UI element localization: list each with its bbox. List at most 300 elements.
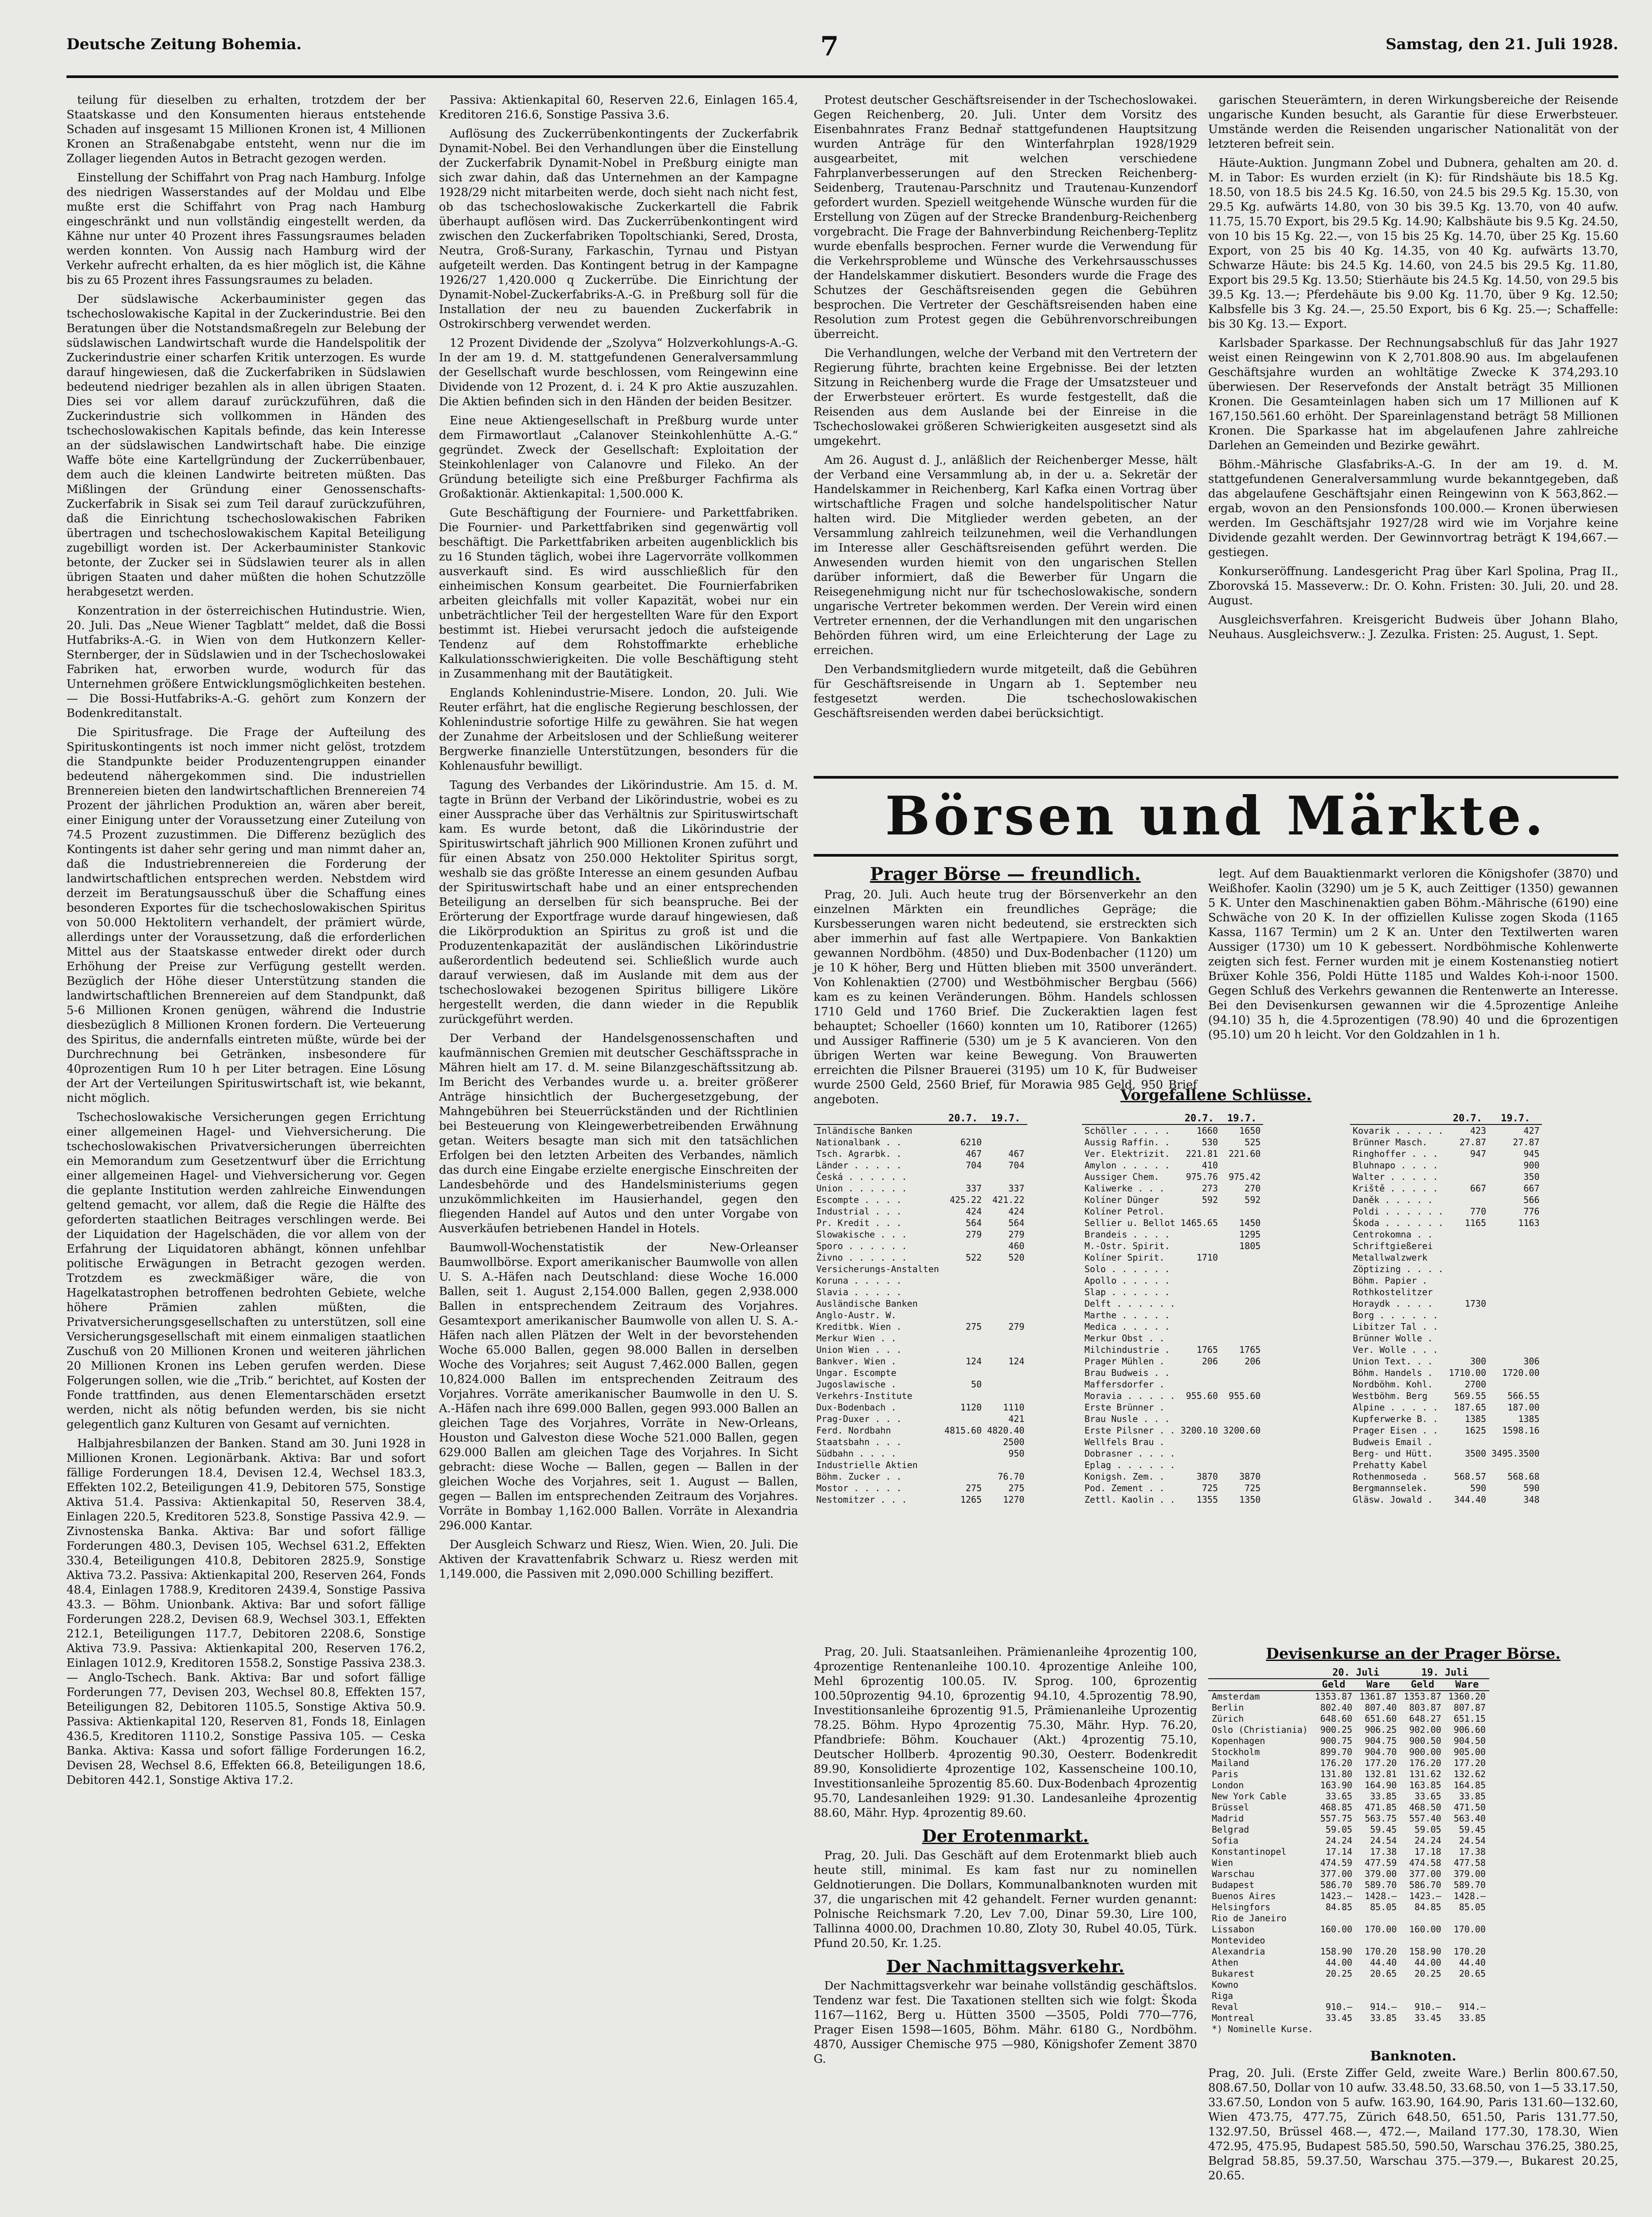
article-paragraph: Tschechoslowakische Versicherungen gegen Errichtung einer allgemeinen Hagel- und Viehversicherung. Die tschechoslowakischen Privatversicherungen überreichten ein Memorandum zum Gesetzentwurf über die Errichtung einer allgemeinen Hagel- und Viehversicherung vor. Gegen die geplante Institution werden zahlreiche Einwendungen geltend gemacht, vor allem, daß die Regie die Hälfte des geforderten staatlichen Beitrages verschlingen werde. Bei der Liquidation der Hagelschäden, die vor allem von der Erfahrung der Liquidatoren abhängt, können unfehlbar politische Erwägungen in Betracht gezogen werden. Trotzdem es zweckmäßiger wäre, die von Hagelkatastrophen betroffenen bedrohten Gebiete, welche höhere Prämien zahlen müßten, die Privatversicherungsgesellschaften zu unterstützen, soll eine Versicherungsgesellschaft mit einem einmaligen staatlichen Zuschuß von 20 Millionen Kronen und weiteren jährlichen 20 Millionen Kronen ins Leben gerufen werden. Diese Folgerungen sollen, wie die „Trib.“ berichtet, auf Kosten der Fonde trattfinden, aus denen Elementarschäden ersetzt werden, nicht als nötig befunden werden, bis sie nicht gelegentlich ganz Kulturen von Gesamt auf vernichten. xyxy=(67,1111,426,1431)
stock-price: 50 xyxy=(971,1379,982,1390)
stock-price: 1465.65 xyxy=(1180,1218,1218,1228)
stock-name: Kovarik . . . . . xyxy=(1353,1125,1444,1136)
table-row xyxy=(814,1136,1027,1148)
article-paragraph: Baumwoll-Wochenstatistik der New-Orleanser Baumwollbörse. Export amerikanischer Baumwolle von allen U. S. A.-Häfen nach Deutschland: diese Woche 16.000 Ballen, seit 1. August 2,154.000 Ballen, gegen 2,938.000 Ballen in entsprechendem Zeitraum des Vorjahres. Gesamtexport amerikanischer Baumwolle von allen U. S. A.-Häfen nach allen Plätzen der Welt in der bevorstehenden Woche 65.000 Ballen, gegen 98.000 Ballen in derselben Woche des Vorjahres; seit August 7,462.000 Ballen, gegen 10,824.000 Ballen im entsprechenden Zeitraum des Vorjahres. Vorräte amerikanischer Baumwolle in den U. S. A.-Häfen nach ihre 699.000 Ballen, gegen 993.000 Ballen an gleichen Tage des Vorjahres, Vorräte in New-Orleans, Houston und Galveston diese Woche 521.000 Ballen, gegen 629.000 Ballen am gleichen Tage des Vorjahres. In Sicht gebracht: diese Woche — Ballen, gegen — Ballen in der gleichen Woche des Vorjahres, seit 1. August — Ballen, gegen — Ballen im entsprechenden Zeitraum des Vorjahres. Vorräte in Bombay 1,162.000 Ballen. Vorräte in Alexandria 296.000 Kantar. xyxy=(439,1241,798,1532)
stock-price: 187.65 xyxy=(1454,1402,1486,1413)
stock-price xyxy=(1178,1286,1221,1298)
currency-city: Buenos Aires xyxy=(1212,1891,1276,1901)
table-row xyxy=(1208,1691,1489,1702)
stock-price: 206 xyxy=(1245,1356,1261,1367)
stock-price xyxy=(984,1124,1027,1136)
stock-price: 273 xyxy=(1202,1183,1218,1194)
article-paragraph: teilung für dieselben zu erhalten, trotzdem der ber Staatskasse und den Konsumenten hieraus entstehende Schaden auf insgesamt 15 Millionen Kronen ist, 4 Millionen Kronen an Straßenabgabe entsteht, wenn nur die im Zollager liegenden Autos in Betracht gezogen werden. xyxy=(67,94,426,165)
stock-price: 3870 xyxy=(1239,1471,1261,1482)
stock-price xyxy=(1489,1229,1542,1240)
currency-rate: 24.24 xyxy=(1414,1835,1441,1846)
table-row xyxy=(1082,1240,1263,1252)
currency-city: Alexandria xyxy=(1212,1946,1265,1957)
table-row xyxy=(1208,1990,1489,2002)
stock-price: 2700 xyxy=(1464,1379,1486,1390)
currency-rate xyxy=(1445,1913,1489,1924)
stock-price: 564 xyxy=(966,1218,982,1228)
stock-name: Union . . . . . . xyxy=(816,1183,907,1194)
table-row xyxy=(814,1425,1027,1436)
stock-price: 1765 xyxy=(1239,1344,1261,1355)
table-row xyxy=(1082,1252,1263,1263)
stock-name: Sporo . . . . . . xyxy=(816,1241,907,1251)
stock-name: Eplag . . . . . . xyxy=(1084,1460,1175,1470)
stock-name: Ausländische Banken xyxy=(816,1298,918,1309)
table-row xyxy=(1208,1979,1489,1990)
table-row xyxy=(814,1194,1027,1206)
stock-name: Živno . . . . . . xyxy=(816,1252,907,1263)
currency-rate: 899.70 xyxy=(1320,1747,1353,1757)
stock-name: Brünner Wolle . xyxy=(1353,1333,1433,1344)
stock-name: Maffersdorfer . xyxy=(1084,1379,1165,1390)
currency-rate xyxy=(1311,1979,1356,1990)
currency-rate: 20.65 xyxy=(1459,1968,1486,1979)
currency-rate: 589.70 xyxy=(1365,1880,1397,1890)
stock-name: Apollo . . . . . xyxy=(1084,1275,1170,1286)
stock-price xyxy=(942,1240,984,1252)
currency-city: Montevideo xyxy=(1212,1935,1265,1946)
article-paragraph: Auflösung des Zuckerrübenkontingents der Zuckerfabrik Dynamit-Nobel. Bei den Verhandlungen über die Einstellung der Zuckerfabrik Dynamit-Nobel in Preßburg einigte man sich zwar dahin, daß das Unternehmen an der Kampagne 1928/29 nicht mitarbeiten werde, doch sieht nach nicht fest, ob das tschechoslowakische Zuckerkartell die Fabrik überhaupt auflösen wird. Das Zuckerrübenkontingent wird zwischen den Zuckerfabriken Topoltschianki, Sered, Drosta, Neutra, Groß-Surany, Farkaschin, Tyrnau und Pistyan aufgeteilt werden. Das Kontingent betrug in der Kampagne 1926/27 1,420.000 q Zuckerrübe. Die Einrichtung der Dynamit-Nobel-Zuckerfabriks-A.-G. in Preßburg soll für die Installation der neu zu bauenden Zuckerfabrik in Ostrokirschberg verwendet werden. xyxy=(439,127,798,331)
currency-rate: 85.05 xyxy=(1459,1902,1486,1912)
banknotes-title: Banknoten. xyxy=(1370,2049,1456,2064)
currency-rate: 44.00 xyxy=(1325,1957,1353,1968)
currency-rate: 1428.— xyxy=(1453,1891,1486,1901)
currency-rate: 44.40 xyxy=(1459,1957,1486,1968)
table-row xyxy=(1350,1275,1542,1286)
currency-rate: 1360.20 xyxy=(1448,1691,1486,1702)
stock-price: 424 xyxy=(966,1206,982,1217)
table-row xyxy=(1208,2002,1489,2013)
stock-price xyxy=(1178,1229,1221,1240)
currency-rate: 84.85 xyxy=(1414,1902,1441,1912)
table-row xyxy=(1082,1171,1263,1183)
stock-price xyxy=(1221,1252,1263,1263)
stock-price: 955.60 xyxy=(1186,1391,1218,1401)
table-row xyxy=(1208,1702,1489,1713)
currency-rate xyxy=(1445,1935,1489,1946)
stock-price: 279 xyxy=(966,1229,982,1240)
stock-price xyxy=(1221,1309,1263,1321)
stock-price: 704 xyxy=(966,1160,982,1171)
stock-price: 306 xyxy=(1523,1356,1540,1367)
stock-price xyxy=(1178,1459,1221,1471)
currency-rate: 17.38 xyxy=(1459,1846,1486,1857)
article-paragraph: Böhm.-Mährische Glasfabriks-A.-G. In der am 19. d. M. stattgefundenen Generalversammlung wurde bekanntgegeben, daß das abgelaufene Geschäftsjahr einen Reingewinn von K 563,862.— ergab, wovon an den Pensionsfonds 100.000.— Kronen überwiesen werden. Im Geschäftsjahr 1927/28 wird wie im Vorjahre keine Dividende gezahlt werden. Der Gewinnvortrag beträgt K 194,667.— gestiegen. xyxy=(1208,458,1618,559)
table-row xyxy=(1350,1263,1542,1275)
stock-name: Delft . . . . . . xyxy=(1084,1298,1175,1309)
stock-price: 3495.3500 xyxy=(1491,1448,1540,1459)
stock-name: Erste Brünner . xyxy=(1084,1402,1165,1413)
currency-rate: 33.85 xyxy=(1370,1791,1397,1802)
table-header: 20.7. xyxy=(942,1113,984,1124)
currency-rate: 85.05 xyxy=(1370,1902,1397,1912)
table-row xyxy=(1082,1332,1263,1344)
stock-price: 667 xyxy=(1523,1183,1540,1194)
table-row xyxy=(1350,1136,1542,1148)
table-row xyxy=(1208,1835,1489,1846)
table-row xyxy=(1082,1183,1263,1194)
table-row xyxy=(1208,1857,1489,1868)
stock-price xyxy=(1489,1240,1542,1252)
stock-price: 270 xyxy=(1245,1183,1261,1194)
stock-name: Česká . . . . . . xyxy=(816,1171,907,1182)
currency-rate: 904.70 xyxy=(1365,1747,1397,1757)
stock-price: 300 xyxy=(1470,1356,1486,1367)
currency-city: Kowno xyxy=(1212,1979,1239,1990)
table-row xyxy=(1350,1194,1542,1206)
table-header: Ware xyxy=(1445,1679,1489,1691)
table-row xyxy=(1208,1802,1489,1813)
currency-city: Helsingfors xyxy=(1212,1902,1271,1912)
currency-rate: 586.70 xyxy=(1409,1880,1441,1890)
currency-rate: 33.45 xyxy=(1414,2013,1441,2023)
stock-price xyxy=(984,1136,1027,1148)
stock-price: 124 xyxy=(966,1356,982,1367)
currency-city: Warschau xyxy=(1212,1868,1255,1879)
currency-rate: 904.50 xyxy=(1453,1735,1486,1746)
currency-rate: 589.70 xyxy=(1453,1880,1486,1890)
table-row xyxy=(814,1402,1027,1413)
currency-rate: 1353.87 xyxy=(1404,1691,1441,1702)
table-row xyxy=(1082,1275,1263,1286)
column-2 xyxy=(439,93,798,1586)
table-row xyxy=(1350,1448,1542,1459)
stock-name: Bergmannselek. xyxy=(1353,1483,1428,1493)
table-row xyxy=(1350,1183,1542,1194)
currency-city: Mailand xyxy=(1212,1758,1249,1768)
stock-price xyxy=(1178,1332,1221,1344)
currency-city: Stockholm xyxy=(1212,1747,1260,1757)
currency-rate: 33.65 xyxy=(1414,1791,1441,1802)
table-row xyxy=(1082,1194,1263,1206)
currency-city: Budapest xyxy=(1212,1880,1255,1890)
stock-price: 206 xyxy=(1202,1356,1218,1367)
currency-rate: 900.25 xyxy=(1320,1724,1353,1735)
stock-name: Wellfels Brau . xyxy=(1084,1437,1165,1447)
stock-price xyxy=(1178,1402,1221,1413)
stock-price: 1625 xyxy=(1464,1425,1486,1436)
stock-price: 1270 xyxy=(1003,1494,1025,1505)
table-row xyxy=(1082,1413,1263,1425)
stock-price xyxy=(1178,1436,1221,1448)
stock-name: Schöller . . . . xyxy=(1084,1125,1170,1136)
stock-price: 27.87 xyxy=(1513,1137,1540,1148)
stock-name: Nestomitzer . . . xyxy=(816,1494,907,1505)
article-paragraph: Der südslawische Ackerbauminister gegen das tschechoslowakische Kapital in der Zuckerindustrie. Bei den Beratungen über die Notstandsmaßregeln zur Belebung der südslawischen Landwirtschaft wurde die Handelspolitik der Zuckerindustrie einer scharfen Kritik unterzogen. Es wurde darauf hingewiesen, daß die Zuckerfabriken in Südslawien bedeutend niedriger bezahlen als in allen übrigen Staaten. Dies sei vor allem darauf zurückzuführen, daß die Zuckerindustrie sich vollkommen in Händen des tschechoslowakischen Kapitals befinde, das kein Interesse an der südslawischen Landwirtschaft habe. Die einzige Waffe böte eine Kartellgründung der Zuckerrübenbauer, dem auch die kleinen Landwirte beitreten müßten. Das Mißlingen der Gründung einer Genossenschafts-Zuckerfabrik in Sisak sei zum Teil darauf zurückzuführen, daß die Einrichtung tschechoslowakischen Fabriken übertragen und tschechoslowakischem Kapital Beteiligung zugebilligt worden ist. Der Ackerbauminister Stankovic betonte, der Zucker sei in Südslawien teurer als in allen übrigen Staaten und daher müßten die hohen Schutzzölle herabgesetzt werden. xyxy=(67,293,426,599)
currency-rate: 651.60 xyxy=(1365,1713,1397,1724)
stock-name: Brünner Masch. xyxy=(1353,1137,1428,1148)
table-row xyxy=(1350,1482,1542,1494)
table-row xyxy=(1082,1229,1263,1240)
stock-name: Brau Nusle . . . xyxy=(1084,1414,1170,1424)
table-row xyxy=(814,1355,1027,1367)
currency-rate: 914.— xyxy=(1370,2002,1397,2012)
currency-city: Bukarest xyxy=(1212,1968,1255,1979)
article-paragraph: Prag, 20. Juli. Staatsanleihen. Prämienanleihe 4prozentig 100, 4prozentige Rentenanleihe 100.10. 4prozentige Anleihe 100, Mehl 6prozentig 100.05. IV. Sprog. 100, 6prozentig 100.50prozentig 94.10, 6prozentig 94.10, 4.5prozentig 78.90, Investitionsanleihe 6prozentig 91.5, Prämienanleihe Uprozentig 78.25. Böhm. Hypo 4prozentig 75.30, Mähr. Hyp. 76.20, Pfandbriefe: Böhm. Kouchauer (Akt.) 4prozentig 75.10, Deutscher Hollberb. 4prozentig 90.30, Oesterr. Bodenkredit 89.90, Konsolidierte 4prozentige 102, Kassenscheine 100.10, Investitionsanleihe 5prozentig 85.60. Dux-Bodenbach 4prozentig 95.70, Landesanleihen 1929: 91.30. Landesanleihe 4prozentig 88.60, Mähr. Hyp. 4prozentig 89.60. xyxy=(814,1645,1197,1820)
table-row xyxy=(1208,1891,1489,1902)
stock-name: Milchindustrie . xyxy=(1084,1344,1170,1355)
stock-name: Centrokomna . . xyxy=(1353,1229,1433,1240)
exchange-rates-table xyxy=(1208,1667,1489,2035)
stock-price: 1710.00 xyxy=(1448,1367,1486,1378)
article-paragraph: Eine neue Aktiengesellschaft in Preßburg wurde unter dem Firmawortlaut „Calanover Steinkohlenhütte A.-G.“ gegründet. Zweck der Gesellschaft: Exploitation der Steinkohlenlager von Calanovre und Fileko. An der Gründung beteiligte sich eine Preßburger Fachfirma als Großaktionär. Aktienkapital: 1,500.000 K. xyxy=(439,414,798,501)
article-paragraph: Englands Kohlenindustrie-Misere. London, 20. Juli. Wie Reuter erfährt, hat die englische Regierung beschlossen, der Kohlenindustrie sofortige Hilfe zu gewähren. Sie hat wegen der Zunahme der Arbeitslosen und der Schließung weiterer Bergwerke finanzielle Unterstützungen, besonders für die Kohlenausfuhr bewilligt. xyxy=(439,686,798,773)
currency-rate: 160.00 xyxy=(1320,1924,1353,1935)
table-header: Geld xyxy=(1311,1679,1356,1691)
stock-price xyxy=(984,1309,1027,1321)
stock-name: Böhm. Papier . xyxy=(1353,1275,1428,1286)
table-row xyxy=(814,1183,1027,1194)
stock-name: Industrielle Aktien xyxy=(816,1460,918,1470)
table-row xyxy=(1208,1957,1489,1968)
currency-city: Rio de Janeiro xyxy=(1212,1913,1287,1923)
currency-city: Berlin xyxy=(1212,1702,1244,1713)
stock-name: Bankver. Wien . xyxy=(816,1356,896,1367)
table-header: 19. Juli xyxy=(1400,1667,1489,1679)
stock-price: 1163 xyxy=(1518,1218,1540,1228)
stock-price xyxy=(1446,1332,1489,1344)
table-row xyxy=(1082,1159,1263,1171)
table-row xyxy=(1082,1286,1263,1298)
stock-price xyxy=(984,1332,1027,1344)
stock-name: Mostor . . . . . xyxy=(816,1483,902,1493)
stock-price: 592 xyxy=(1245,1195,1261,1205)
currency-rate: 807.40 xyxy=(1365,1702,1397,1713)
stock-price xyxy=(942,1298,984,1309)
stock-price: 1450 xyxy=(1239,1218,1261,1228)
currency-rate: 477.58 xyxy=(1453,1857,1486,1868)
stock-name: Alpine . . . . . xyxy=(1353,1402,1438,1413)
stock-name: Amylon . . . . . xyxy=(1084,1160,1170,1171)
table-row xyxy=(1350,1229,1542,1240)
stock-name: Tsch. Agrarbk. . xyxy=(816,1148,902,1159)
stock-name: Slowakische . . . xyxy=(816,1229,907,1240)
currency-rate: 468.50 xyxy=(1409,1802,1441,1813)
table-row xyxy=(1082,1321,1263,1332)
stock-price xyxy=(942,1390,984,1402)
article-paragraph: 12 Prozent Dividende der „Szolyva“ Holzverkohlungs-A.-G. In der am 19. d. M. stattgefundenen Generalversammlung der Gesellschaft wurde beschlossen, vom Reingewinn eine Dividende von 12 Prozent, d. i. 24 K pro Aktie auszuzahlen. Die Aktien befinden sich in den Händen der beiden Besitzer. xyxy=(439,337,798,408)
stock-price: 410 xyxy=(1202,1160,1218,1171)
table-row xyxy=(1208,1924,1489,1935)
stock-price xyxy=(984,1367,1027,1379)
currency-rate: 904.75 xyxy=(1365,1735,1397,1746)
table-row xyxy=(1082,1206,1263,1217)
stock-price: 590 xyxy=(1470,1483,1486,1493)
stock-price: 467 xyxy=(1008,1148,1025,1159)
footnote: *) Nominelle Kurse. xyxy=(1212,2024,1313,2034)
table-row xyxy=(814,1482,1027,1494)
table-row xyxy=(814,1390,1027,1402)
table-row xyxy=(1350,1390,1542,1402)
currency-rate: 59.45 xyxy=(1370,1824,1397,1835)
currency-rate: 20.25 xyxy=(1325,1968,1353,1979)
article-paragraph: Passiva: Aktienkapital 60, Reserven 22.6, Einlagen 165.4, Kreditoren 216.6, Sonstige Passiva 3.6. xyxy=(439,94,798,121)
stock-name: Zöptizing . . . . xyxy=(1353,1264,1444,1274)
stock-name: Union Text. . . xyxy=(1353,1356,1433,1367)
currency-rate: 379.00 xyxy=(1453,1868,1486,1879)
stock-price xyxy=(984,1390,1027,1402)
table-header: 19.7. xyxy=(984,1113,1027,1124)
table-header: 20.7. xyxy=(1178,1113,1221,1124)
stock-price xyxy=(1221,1286,1263,1298)
currency-rate: 33.65 xyxy=(1325,1791,1353,1802)
stock-name: Schriftgießerei xyxy=(1353,1241,1433,1251)
stock-name: Aussig Raffin. . xyxy=(1084,1137,1170,1148)
stock-name: M.-Ostr. Spirit. xyxy=(1084,1241,1170,1251)
article-paragraph: Tagung des Verbandes der Likörindustrie. Am 15. d. M. tagte in Brünn der Verband der Likörindustrie, wobei es zu einer Aussprache über das Verhältnis zur Spirituswirtschaft kam. Es wurde betont, daß die Likörindustrie der Spirituswirtschaft jährlich 900 Millionen Kronen zuführt und für einen Absatz von 250.000 Hektoliter Spiritus sorgt, weshalb sie das größte Interesse an einem gesunden Aufbau der Spirituswirtschaft habe und an einer entsprechenden Beteiligung an derselben für sich beanspruche. Bei der Erörterung der Exportfrage wurde darauf hingewiesen, daß die Likörproduktion an Spiritus zu groß ist und die Produzentenkapazität der ausländischen Likörindustrie außerordentlich bedeutend sei. Schließlich wurde auch darauf verwiesen, daß im Auslande mit dem aus der tschechoslowakei bezogenen Spiritus billigere Liköre hergestellt werden, die dann wieder in die Republik zurückgeführt werden. xyxy=(439,779,798,1026)
currency-rate: 33.85 xyxy=(1370,2013,1397,2023)
currency-rate xyxy=(1311,1913,1356,1924)
table-row xyxy=(1350,1413,1542,1425)
table-row xyxy=(1208,1846,1489,1857)
table-row xyxy=(1082,1217,1263,1229)
table-row xyxy=(1350,1159,1542,1171)
currency-rate: 17.14 xyxy=(1325,1846,1353,1857)
stock-price xyxy=(1446,1159,1489,1171)
stock-name: Dux-Bodenbach . xyxy=(816,1402,896,1413)
currency-rate: 563.75 xyxy=(1365,1813,1397,1824)
table-row xyxy=(814,1217,1027,1229)
stock-price xyxy=(1221,1413,1263,1425)
stock-price: 568.57 xyxy=(1454,1471,1486,1482)
stock-price: 704 xyxy=(1008,1160,1025,1171)
table-row xyxy=(1350,1436,1542,1448)
stock-name: Budweis Email . xyxy=(1353,1437,1433,1447)
table-row xyxy=(1350,1379,1542,1390)
table-row xyxy=(814,1344,1027,1355)
currency-rate: 24.54 xyxy=(1370,1835,1397,1846)
table-row xyxy=(814,1206,1027,1217)
stock-price: 725 xyxy=(1202,1483,1218,1493)
currency-rate xyxy=(1400,1913,1445,1924)
paper-name: Deutsche Zeitung Bohemia. xyxy=(67,35,302,53)
table-row xyxy=(814,1367,1027,1379)
table-header: Ware xyxy=(1356,1679,1400,1691)
currency-rate: 474.59 xyxy=(1320,1857,1353,1868)
stock-price xyxy=(1221,1448,1263,1459)
table-row xyxy=(1350,1344,1542,1355)
stock-price: 2500 xyxy=(1003,1437,1025,1447)
stock-price: 3870 xyxy=(1196,1471,1218,1482)
stock-price: 423 xyxy=(1470,1125,1486,1136)
currency-rate: 59.05 xyxy=(1325,1824,1353,1835)
currency-rate: 905.00 xyxy=(1453,1747,1486,1757)
currency-rate xyxy=(1400,1979,1445,1990)
stock-name: Kriště . . . . . xyxy=(1353,1183,1438,1194)
stock-name: Sellier u. Bellot xyxy=(1084,1218,1175,1228)
column-3 xyxy=(814,93,1197,725)
table-row xyxy=(1350,1240,1542,1252)
stock-price xyxy=(984,1344,1027,1355)
prague-exchange-left xyxy=(814,864,1197,1112)
stock-price xyxy=(1178,1206,1221,1217)
table-row xyxy=(814,1413,1027,1425)
currency-city: Konstantinopel xyxy=(1212,1846,1287,1857)
currency-city: London xyxy=(1212,1780,1244,1790)
stock-price: 337 xyxy=(966,1183,982,1194)
stock-price xyxy=(1178,1367,1221,1379)
stock-price xyxy=(942,1124,984,1136)
currency-rate: 648.60 xyxy=(1320,1713,1353,1724)
stock-name: Konigsh. Zem. . xyxy=(1084,1471,1165,1482)
stock-price xyxy=(1178,1448,1221,1459)
stock-price xyxy=(942,1275,984,1286)
stock-name: Kreditbk. Wien . xyxy=(816,1321,902,1332)
table-header: Geld xyxy=(1400,1679,1445,1691)
stock-price: 1110 xyxy=(1003,1402,1025,1413)
stock-price xyxy=(1446,1171,1489,1183)
stock-price: 467 xyxy=(966,1148,982,1159)
stock-name: Slap . . . . . . xyxy=(1084,1287,1170,1297)
stock-price: 279 xyxy=(1008,1229,1025,1240)
stock-name: Libitzer Tal . . xyxy=(1353,1321,1438,1332)
stock-price xyxy=(984,1171,1027,1183)
currency-rate xyxy=(1356,1913,1400,1924)
currency-rate: 170.00 xyxy=(1365,1924,1397,1935)
article-paragraph: Einstellung der Schiffahrt von Prag nach Hamburg. Infolge des niedrigen Wasserstandes auf der Moldau und Elbe mußte erst die Schiffahrt von Prag nach Hamburg eingeschränkt und nun vollständig eingestellt werden, da Kähne nur unter 40 Prozent ihres Fassungsraumes beladen werden konnten. Von Aussig nach Hamburg wird der Verkehr aufrecht erhalten, da es hier möglich ist, die Kähne bis zu 65 Prozent ihres Fassungsraumes zu beladen. xyxy=(67,171,426,287)
stock-price xyxy=(942,1413,984,1425)
currency-rate: 170.20 xyxy=(1453,1946,1486,1957)
stock-price xyxy=(1221,1436,1263,1448)
currency-city: Oslo (Christiania) xyxy=(1212,1724,1308,1735)
currency-rate: 648.27 xyxy=(1409,1713,1441,1724)
stock-name: Prag-Duxer . . . xyxy=(816,1414,902,1424)
currency-rate: 910.— xyxy=(1414,2002,1441,2012)
stock-price xyxy=(1446,1229,1489,1240)
stock-name: Böhm. Handels . xyxy=(1353,1367,1433,1378)
stock-name: Rothkostelitzer xyxy=(1353,1287,1433,1297)
stock-name: Zettl. Kaolin . . xyxy=(1084,1494,1175,1505)
article-paragraph: Prag, 20. Juli. Das Geschäft auf dem Erotenmarkt blieb auch heute still, minimal. Es kam fast nur zu nominellen Geldnotierungen. Die Dollars, Kommunalbanknoten wurden mit 37, die ungarischen mit 42 gehandelt. Ferner wurden genannt: Polnische Reichsmark 7.20, Lev 7.00, Dinar 59.30, Lire 100, Tallinna 4000.00, Drachmen 10.80, Zloty 30, Rubel 40.05, Türk. Pfund 20.50, Kr. 1.25. xyxy=(814,1849,1197,1950)
stock-price: 1355 xyxy=(1196,1494,1218,1505)
currency-rate xyxy=(1311,1990,1356,2002)
stock-price: 124 xyxy=(1008,1356,1025,1367)
currency-rate xyxy=(1445,1990,1489,2002)
currency-rate: 170.00 xyxy=(1453,1924,1486,1935)
currency-rate: 906.25 xyxy=(1365,1724,1397,1735)
stock-price xyxy=(942,1263,984,1275)
article-paragraph: Konkurseröffnung. Landesgericht Prag über Karl Spolina, Prag II., Zborovská 15. Masseverw.: Dr. O. Kohn. Fristen: 30. Juli, 20. und 28. August. xyxy=(1208,565,1618,607)
table-row xyxy=(1208,1880,1489,1891)
stock-price xyxy=(1221,1275,1263,1286)
currency-rate: 170.20 xyxy=(1365,1946,1397,1957)
currency-rate: 379.00 xyxy=(1365,1868,1397,1879)
table-row xyxy=(814,1275,1027,1286)
stock-price: 275 xyxy=(966,1321,982,1332)
table-row xyxy=(1082,1402,1263,1413)
currency-city: Athen xyxy=(1212,1957,1239,1968)
stock-name: Westböhm. Berg xyxy=(1353,1391,1428,1401)
table-row xyxy=(1350,1217,1542,1229)
stock-price xyxy=(1489,1309,1542,1321)
stock-price xyxy=(1446,1275,1489,1286)
currency-city: Belgrad xyxy=(1212,1824,1249,1835)
stock-price: 27.87 xyxy=(1459,1137,1486,1148)
currency-rate: 176.20 xyxy=(1409,1758,1441,1768)
stock-name: Dobrasner . . . . xyxy=(1084,1448,1175,1459)
stock-price: 1720.00 xyxy=(1502,1367,1540,1378)
table-row xyxy=(814,1448,1027,1459)
stock-price xyxy=(942,1471,984,1482)
stock-price: 569.55 xyxy=(1454,1391,1486,1401)
article-paragraph: Der Verband der Handelsgenossenschaften und kaufmännischen Gremien mit deutscher Geschäftssprache in Mähren hielt am 17. d. M. seine Bilanzgeschäftssitzung ab. Im Bericht des Verbandes wurde u. a. breiter größerer Anträge hinsichtlich der Buchergesetzgebung, der Mahngebühren bei Steuerrückständen und der Richtlinien bei Besteuerung von Kleingewerbetreibenden Erwähnung getan. Weiters besagte man sich mit den tatsächlichen Erfolgen bei den letzten Arbeiten des Verbandes, nämlich das durch eine Eingabe erzielte energische Einschreiten der Landesbehörde und des Handelsministeriums gegen unzukömmlichkeiten im Hausierhandel, gegen den fliegenden Handel auf Autos und den unter Vorgabe von Ausverkäufen betriebenen Handel in Hotels. xyxy=(439,1032,798,1235)
currency-rate xyxy=(1311,1935,1356,1946)
currency-rate: 586.70 xyxy=(1320,1880,1353,1890)
